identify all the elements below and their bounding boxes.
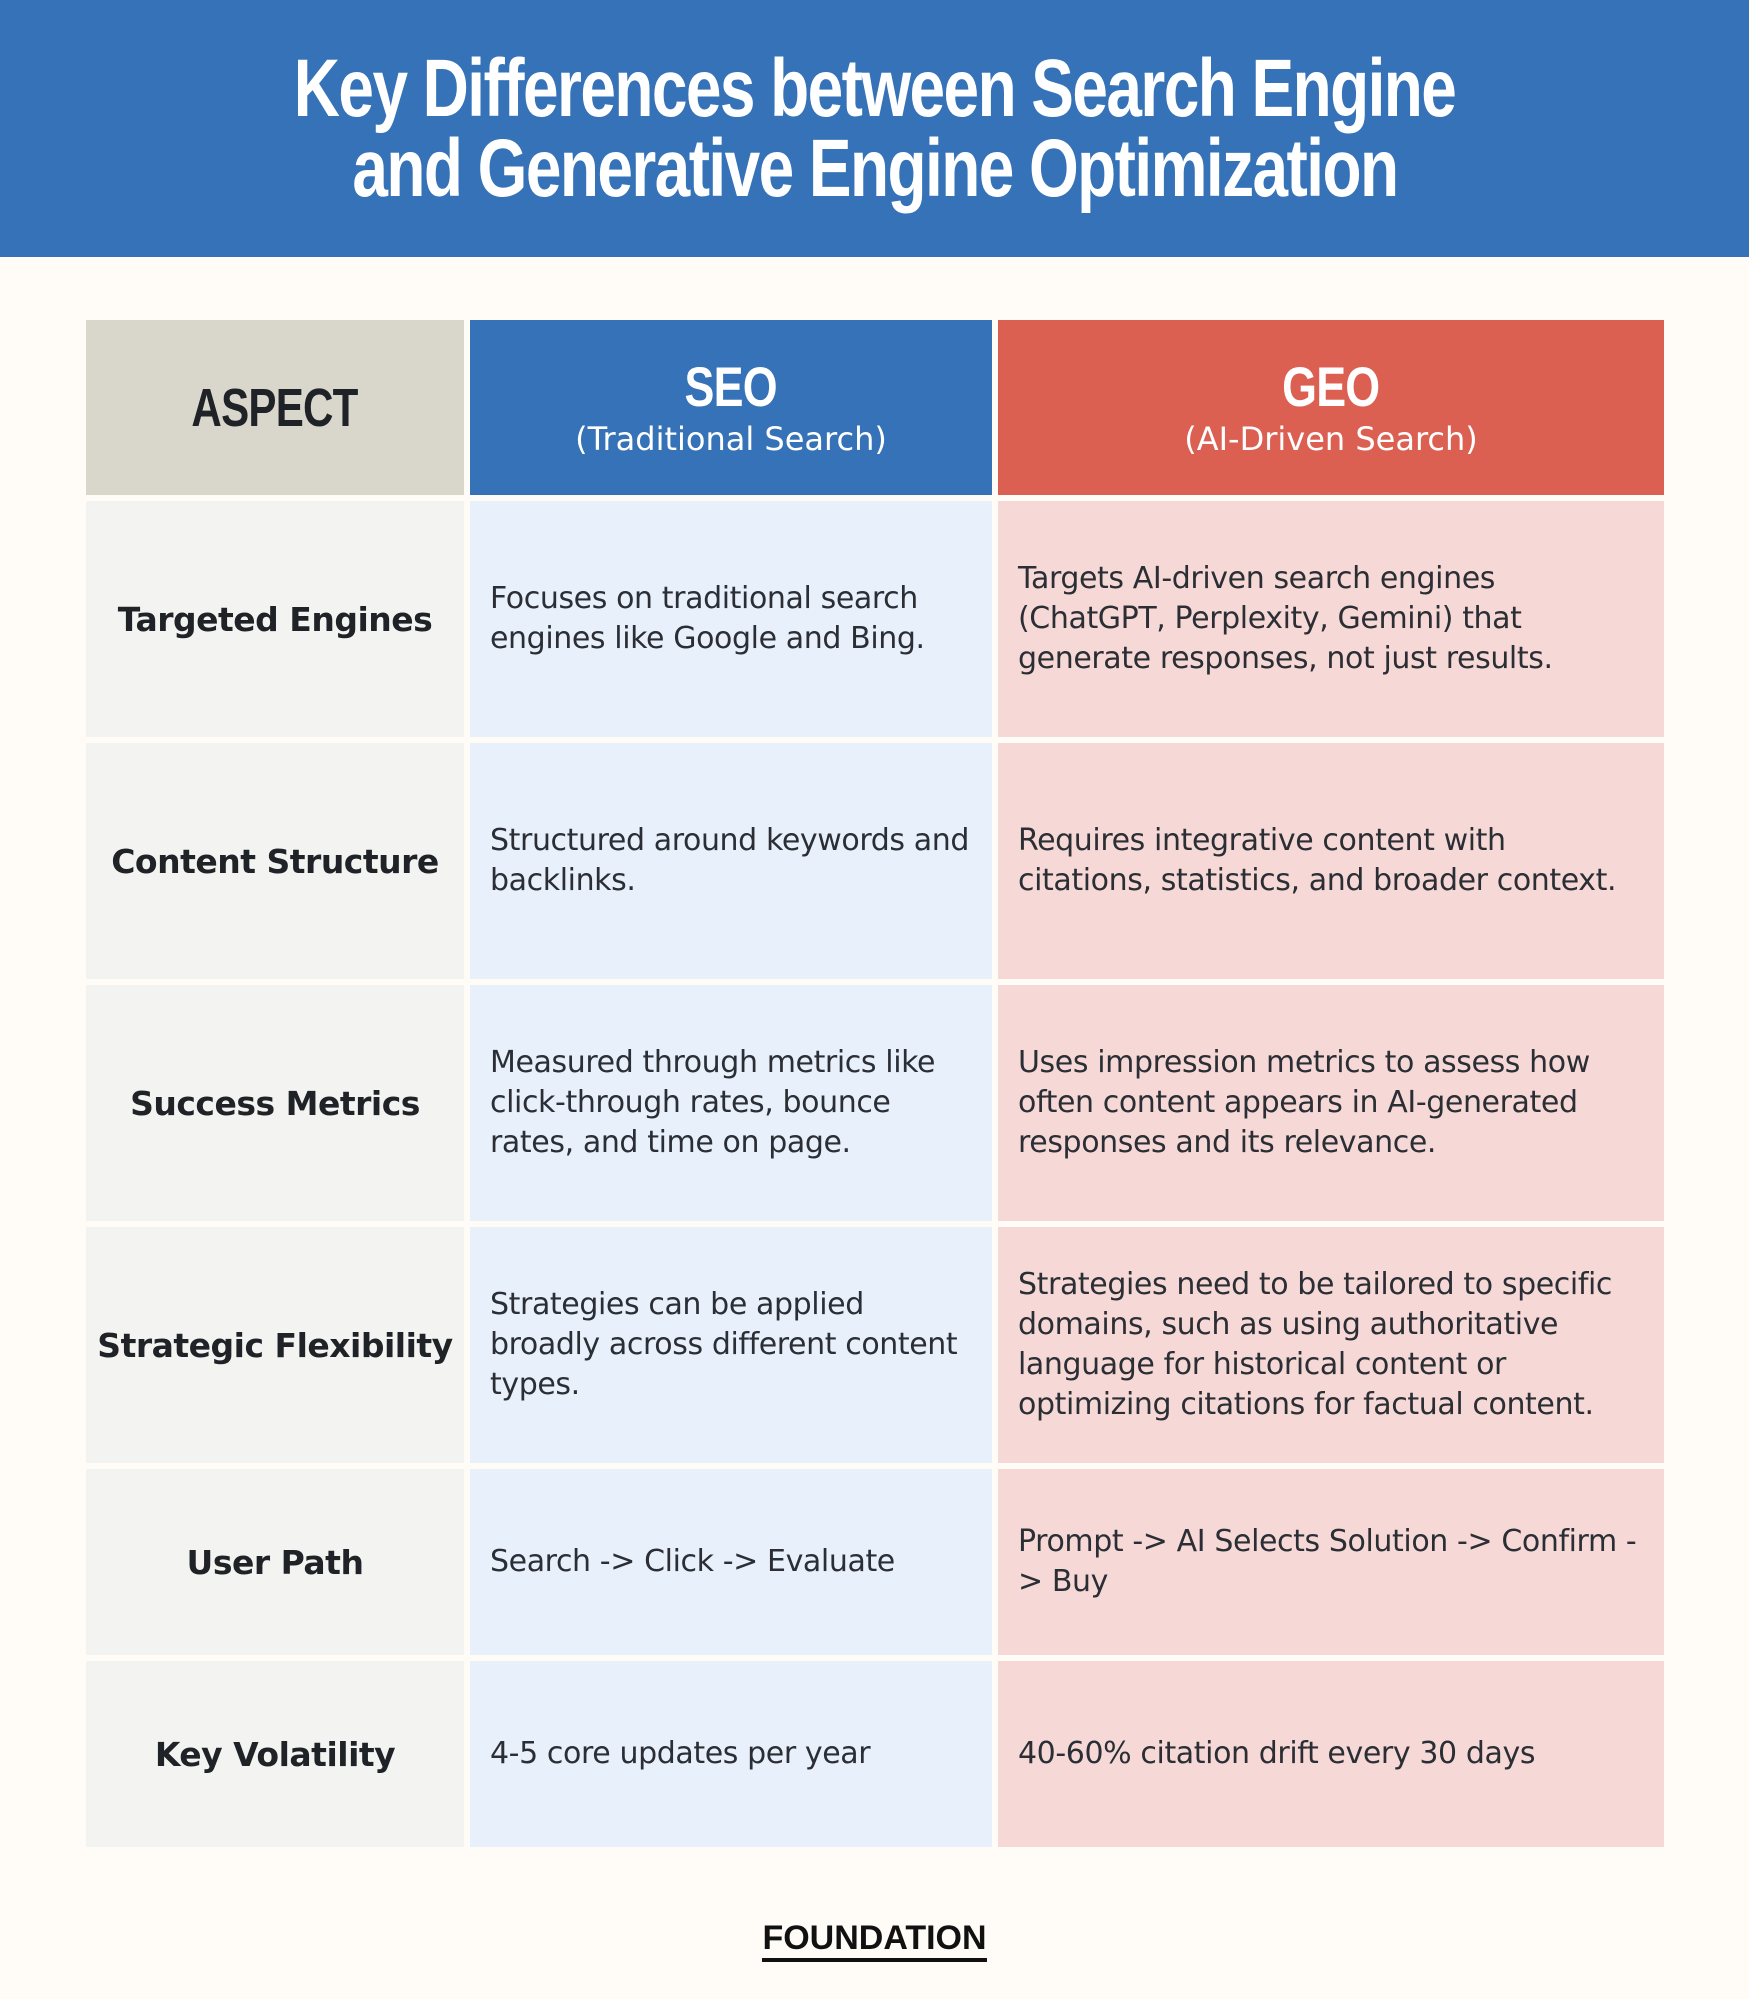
geo-cell-key-volatility xyxy=(998,1661,1664,1847)
seo-text: Structured around keywords and backlinks. xyxy=(490,823,970,898)
aspect-cell-targeted-engines xyxy=(86,501,464,737)
geo-text: Strategies need to be tailored to specific domains, such as using authoritative language for historical content or optimizing citations for factual content. xyxy=(1018,1267,1613,1422)
seo-cell-user-path xyxy=(470,1469,992,1655)
aspect-cell-user-path xyxy=(86,1469,464,1655)
geo-text: Prompt -> AI Selects Solution -> Confirm -> Buy xyxy=(1018,1524,1637,1599)
column-header-seo-label: SEO xyxy=(684,354,778,418)
seo-cell-strategic-flexibility xyxy=(470,1227,992,1463)
aspect-cell-key-volatility xyxy=(86,1661,464,1847)
column-header-seo-subtitle: (Traditional Search) xyxy=(575,419,887,458)
column-header-seo xyxy=(470,320,992,495)
geo-cell-user-path xyxy=(998,1469,1664,1655)
aspect-cell-success-metrics xyxy=(86,985,464,1221)
aspect-label: Strategic Flexibility xyxy=(97,1325,453,1365)
aspect-label: Targeted Engines xyxy=(117,599,433,639)
aspect-label: Key Volatility xyxy=(154,1734,396,1774)
column-header-aspect-label: ASPECT xyxy=(191,377,359,438)
seo-text: 4-5 core updates per year xyxy=(490,1736,871,1771)
seo-text: Strategies can be applied broadly across different content types. xyxy=(490,1287,958,1402)
geo-text: Targets AI-driven search engines (ChatGPT, Perplexity, Gemini) that generate responses, not just results. xyxy=(1018,561,1553,676)
seo-cell-success-metrics xyxy=(470,985,992,1221)
geo-cell-content-structure xyxy=(998,743,1664,979)
aspect-label: Content Structure xyxy=(111,841,439,881)
aspect-cell-content-structure xyxy=(86,743,464,979)
aspect-cell-strategic-flexibility xyxy=(86,1227,464,1463)
seo-cell-content-structure xyxy=(470,743,992,979)
column-header-aspect xyxy=(86,320,464,495)
seo-text: Search -> Click -> Evaluate xyxy=(490,1544,895,1579)
geo-text: Requires integrative content with citations, statistics, and broader context. xyxy=(1018,823,1617,898)
aspect-label: Success Metrics xyxy=(130,1083,420,1123)
seo-text: Measured through metrics like click-through rates, bounce rates, and time on page. xyxy=(490,1045,936,1160)
seo-cell-targeted-engines xyxy=(470,501,992,737)
foundation-logo-text: FOUNDATION xyxy=(762,1918,986,1962)
column-header-geo xyxy=(998,320,1664,495)
geo-cell-success-metrics xyxy=(998,985,1664,1221)
page-title-line-2: and Generative Engine Optimization xyxy=(351,122,1398,214)
geo-cell-targeted-engines xyxy=(998,501,1664,737)
seo-text: Focuses on traditional search engines like Google and Bing. xyxy=(490,581,925,656)
seo-cell-key-volatility xyxy=(470,1661,992,1847)
foundation-logo xyxy=(0,1918,1749,1962)
page-title-line-1: Key Differences between Search Engine xyxy=(293,42,1456,134)
column-header-geo-subtitle: (AI-Driven Search) xyxy=(1184,419,1478,458)
comparison-table xyxy=(86,320,1664,1847)
geo-text: Uses impression metrics to assess how often content appears in AI-generated responses and its relevance. xyxy=(1018,1045,1590,1160)
geo-cell-strategic-flexibility xyxy=(998,1227,1664,1463)
title-banner xyxy=(0,0,1749,257)
geo-text: 40-60% citation drift every 30 days xyxy=(1018,1736,1536,1771)
column-header-geo-label: GEO xyxy=(1282,354,1380,418)
aspect-label: User Path xyxy=(186,1542,364,1582)
